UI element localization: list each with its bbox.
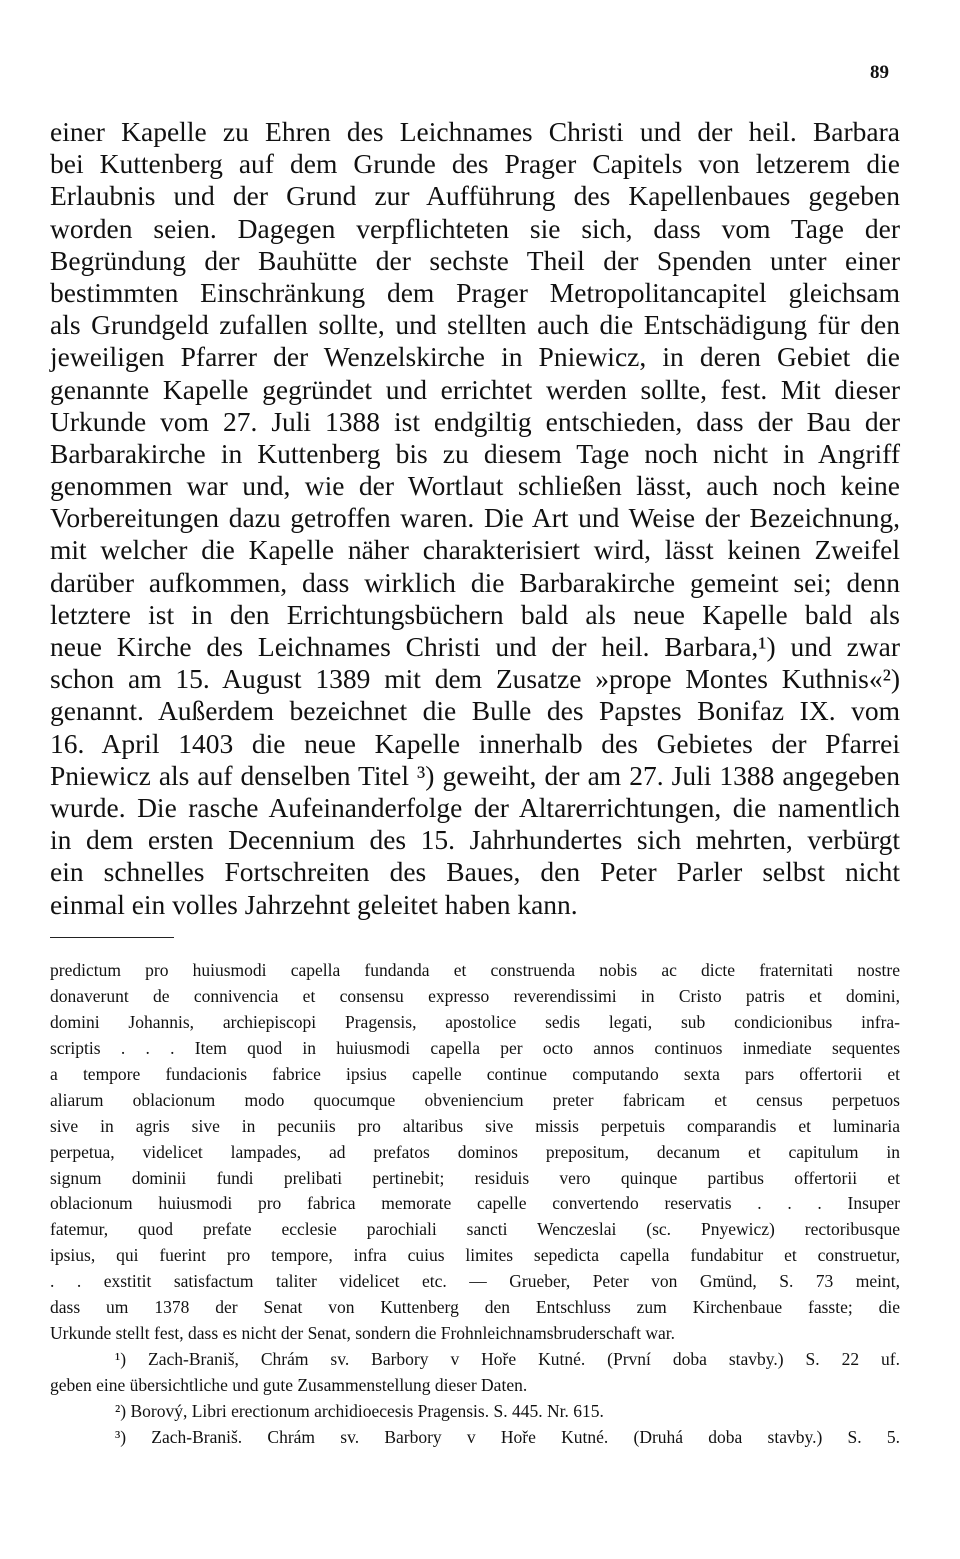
footnote-line: donaverunt de connivencia et consensu expresso reverendissimi in Cristo patris et domini, [50, 985, 900, 1006]
footnote-line: ³) Zach-Braniš. Chrám sv. Barbory v Hoře Kutné. (Druhá doba stavby.) S. 5. [115, 1426, 900, 1447]
text-line: Vorbereitungen dazu getroffen waren. Die Art und Weise der Bezeichnung, [50, 502, 900, 534]
footnote-line: domini Johannis, archiepiscopi Pragensis, apostolice sedis legati, sub condicionibus infra- [50, 1011, 900, 1032]
footnote-line: . . exstitit satisfactum taliter videlicet etc. — Grueber, Peter von Gmünd, S. 73 meint, [50, 1271, 900, 1292]
footnote-divider [50, 937, 174, 938]
footnote-line: Urkunde stellt fest, dass es nicht der Senat, sondern die Frohnleichnamsbruderschaft war. [50, 1323, 675, 1344]
text-line: letztere ist in den Errichtungsbüchern bald als neue Kapelle bald als [50, 598, 900, 630]
text-line: bestimmten Einschränkung dem Prager Metropolitancapitel gleichsam [50, 276, 900, 308]
footnote-line: predictum pro huiusmodi capella fundanda et construenda nobis ac dicte fraternitati nostre [50, 960, 900, 980]
footnote-line: dass um 1378 der Senat von Kuttenberg den Entschluss zum Kirchenbaue fasste; die [50, 1297, 900, 1318]
page-number: 89 [870, 62, 889, 83]
main-text [50, 116, 900, 921]
footnote-line: a tempore fundacionis fabrice ipsius capelle continue computando sexta pars offertorii et [50, 1063, 900, 1084]
footnote-line: aliarum oblacionum modo quocumque obveniencium preter fabricam et census perpetuos [50, 1089, 900, 1110]
text-line: Erlaubnis und der Grund zur Aufführung des Kapellenbaues gegeben [50, 180, 900, 212]
text-line: bei Kuttenberg auf dem Grunde des Prager Capitels von letzerem die [50, 148, 900, 180]
text-line: Urkunde vom 27. Juli 1388 ist endgiltig entschieden, dass der Bau der [50, 405, 900, 437]
footnote-line: sive in agris sive in pecuniis pro altaribus sive missis perpetuis comparandis et luminaria [50, 1115, 900, 1136]
footnote-line: perpetua, videlicet lampades, ad prefatos dominos prepositum, decanum et capitulum in [50, 1141, 900, 1162]
text-line: als Grundgeld zufallen sollte, und stellten auch die Entschädigung für den [50, 309, 900, 341]
text-line: einmal ein volles Jahrzehnt geleitet haben kann. [50, 888, 578, 920]
text-line: mit welcher die Kapelle näher charakterisiert wird, lässt keinen Zweifel [50, 534, 900, 566]
text-line: ein schnelles Fortschreiten des Baues, den Peter Parler selbst nicht [50, 856, 900, 888]
footnote-line: ipsius, qui fuerint pro tempore, infra cuius limites sepedicta capella fundabitur et construetur, [50, 1245, 900, 1266]
text-line: genommen war und, wie der Wortlaut schließen lässt, auch noch keine [50, 470, 900, 502]
text-line: Barbarakirche in Kuttenberg bis zu diesem Tage noch nicht in Angriff [50, 437, 900, 469]
footnote-line: oblacionum huiusmodi pro fabrica memorate capelle convertendo reservatis . . . Insuper [50, 1193, 900, 1214]
text-line: in dem ersten Decennium des 15. Jahrhundertes sich mehrten, verbürgt [50, 824, 900, 856]
text-line: genannt. Außerdem bezeichnet die Bulle des Papstes Bonifaz IX. vom [50, 695, 900, 727]
text-line: darüber aufkommen, dass wirklich die Barbarakirche gemeint sei; denn [50, 566, 900, 598]
footnote-line: ²) Borový, Libri erectionum archidioecesis Pragensis. S. 445. Nr. 615. [115, 1400, 604, 1421]
text-line: Begründung der Bauhütte der sechste Theil der Spenden unter einer [50, 244, 900, 276]
footnote-line: scriptis . . . Item quod in huiusmodi capella per octo annos continuos inmediate sequentes [50, 1037, 900, 1058]
text-line: einer Kapelle zu Ehren des Leichnames Christi und der heil. Barbara [50, 116, 900, 147]
text-line: schon am 15. August 1389 mit dem Zusatze »prope Montes Kuthnis«²) [50, 663, 900, 695]
text-line: wurde. Die rasche Aufeinanderfolge der Altarerrichtungen, die namentlich [50, 791, 900, 823]
footnote-line: signum dominii fundi prelibati pertinebit; residuis vero quinque partibus offertorii et [50, 1167, 900, 1188]
text-line: worden seien. Dagegen verpflichteten sie sich, dass vom Tage der [50, 212, 900, 244]
text-line: neue Kirche des Leichnames Christi und der heil. Barbara,¹) und zwar [50, 631, 900, 662]
footnote-line: geben eine übersichtliche und gute Zusammenstellung dieser Daten. [50, 1375, 528, 1395]
footnote-line: fatemur, quod prefate ecclesie parochiali sancti Wenczeslai (sc. Pnyewicz) rectoribusque [50, 1219, 900, 1240]
text-line: jeweiligen Pfarrer der Wenzelskirche in Pniewicz, in deren Gebiet die [50, 341, 900, 373]
text-line: genannte Kapelle gegründet und errichtet werden sollte, fest. Mit dieser [50, 373, 900, 405]
text-line: Pniewicz als auf denselben Titel ³) geweiht, der am 27. Juli 1388 angegeben [50, 759, 900, 791]
footnote-line: ¹) Zach-Braniš, Chrám sv. Barbory v Hoře Kutné. (První doba stavby.) S. 22 uf. [115, 1349, 900, 1370]
text-line: 16. April 1403 die neue Kapelle innerhalb des Gebietes der Pfarrei [50, 727, 900, 759]
footnotes [50, 958, 900, 1451]
